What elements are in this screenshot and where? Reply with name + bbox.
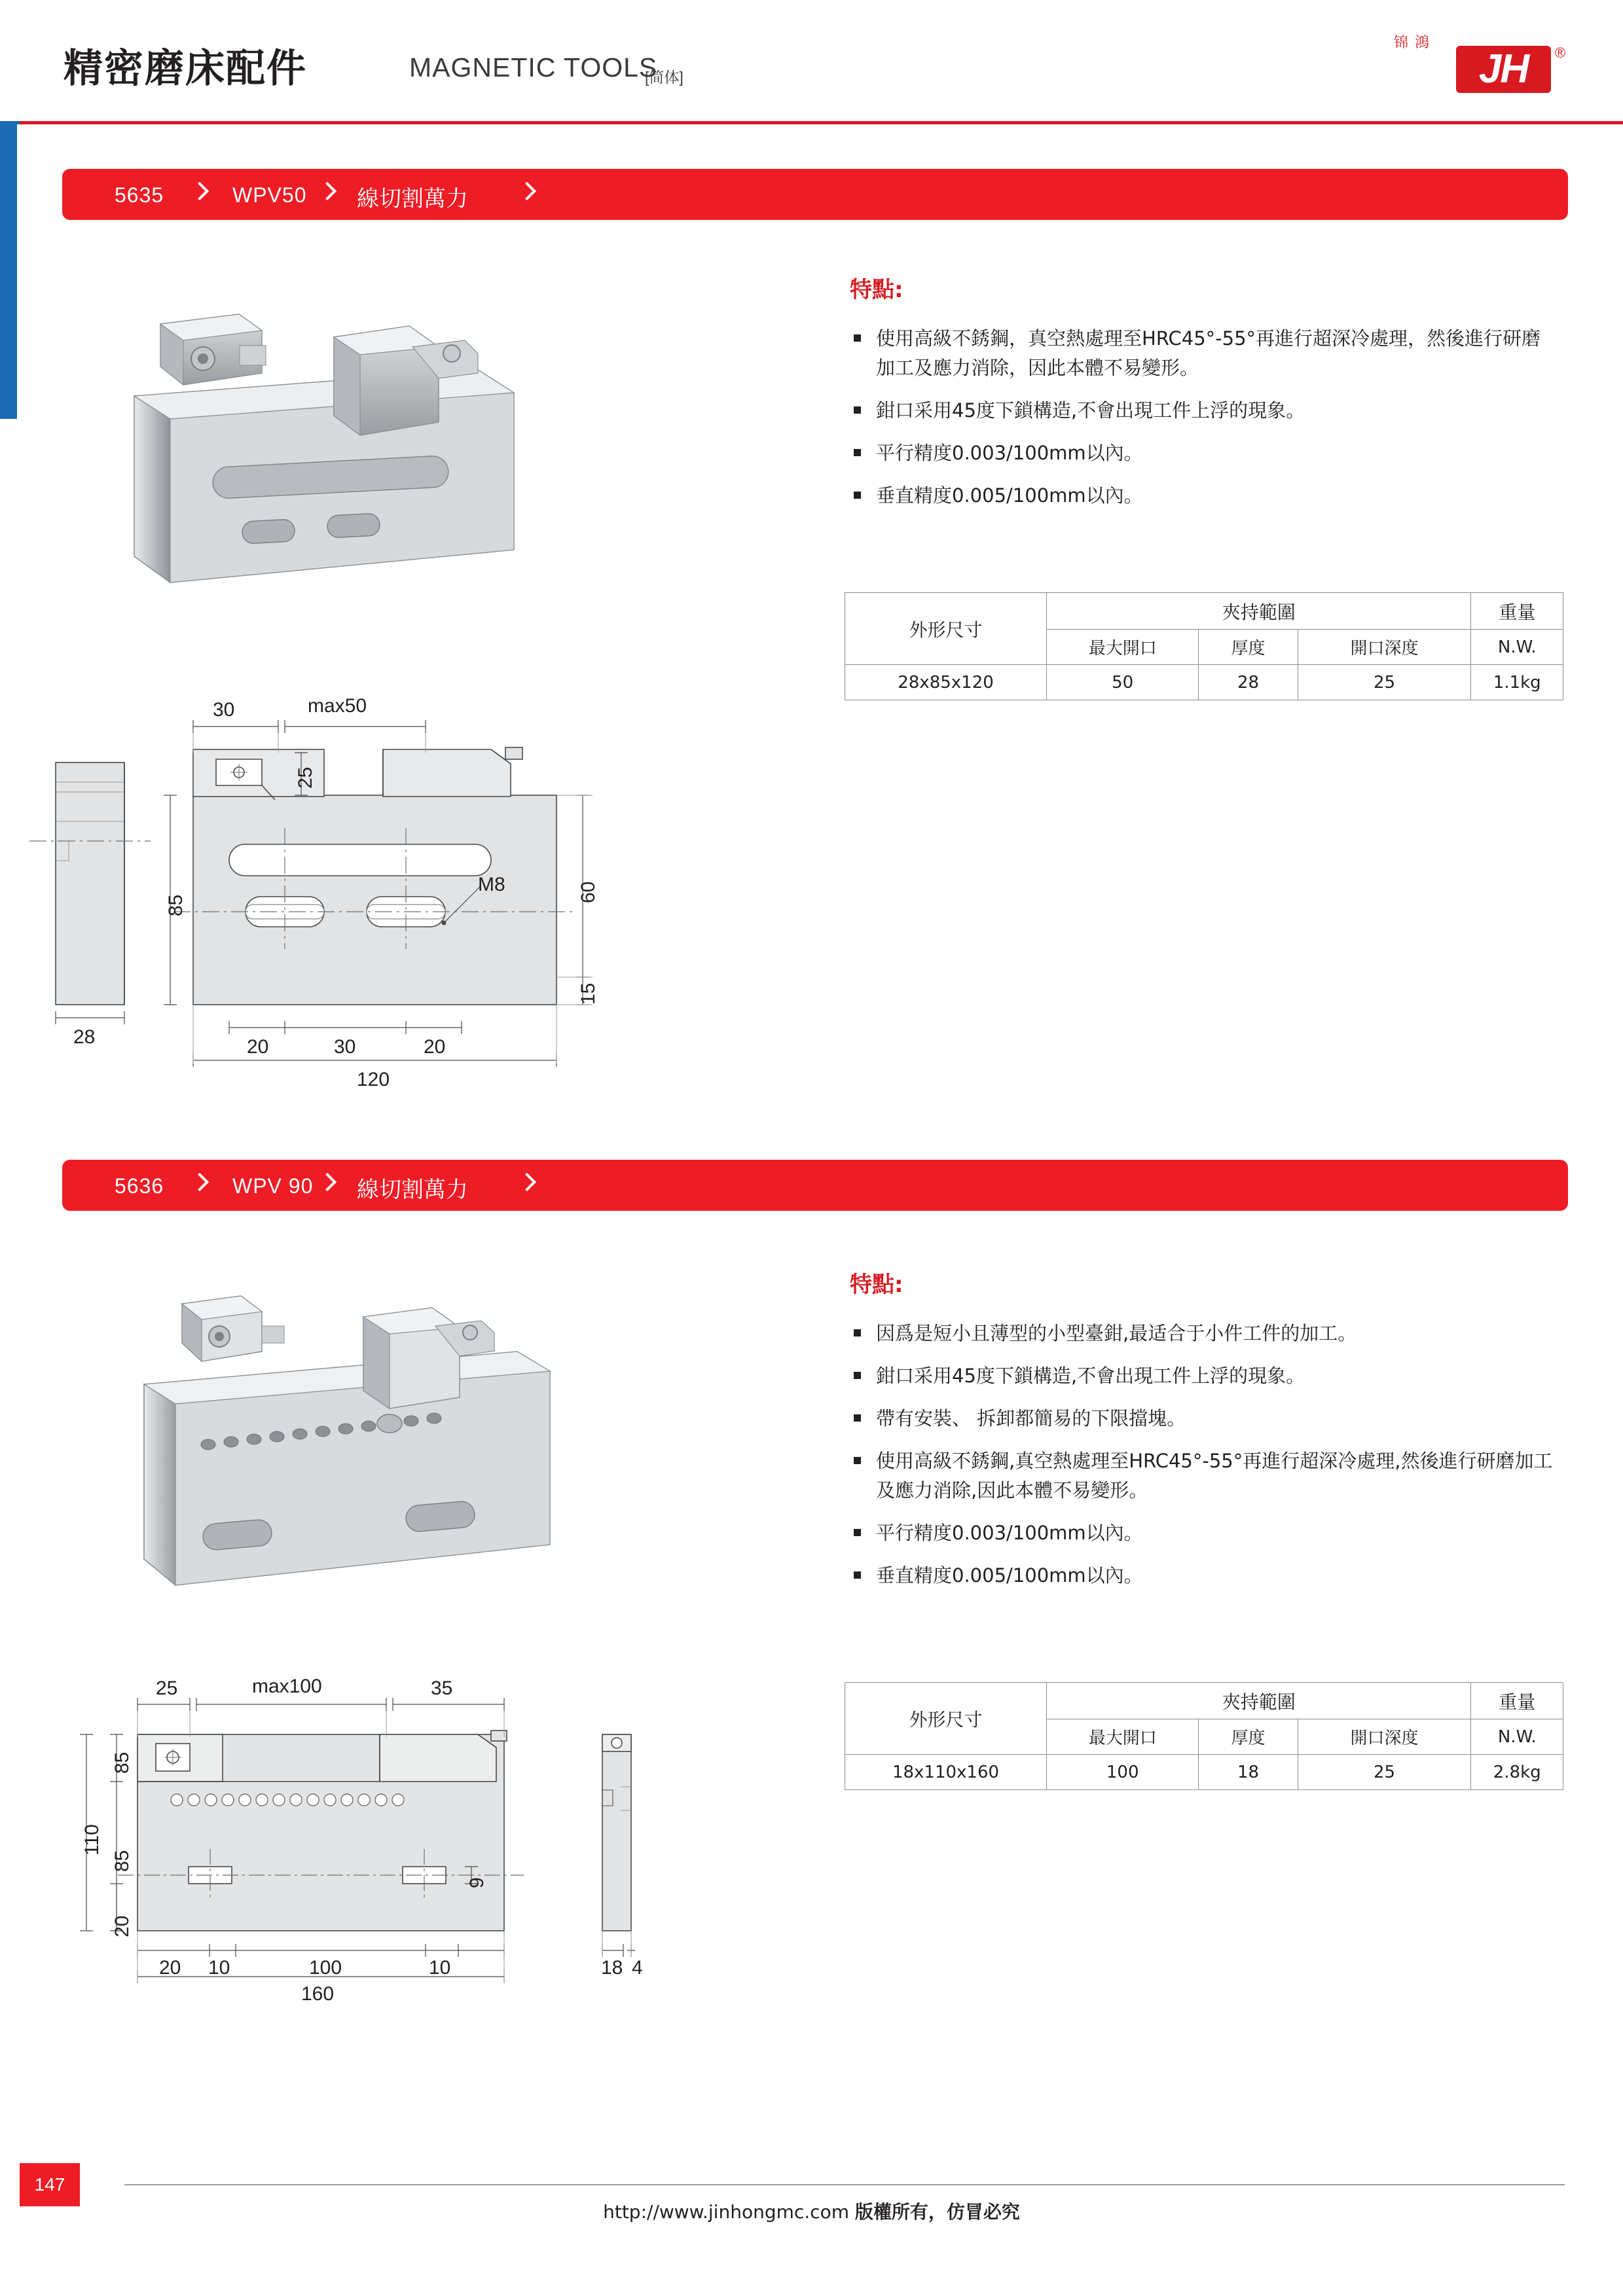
cell-depth: 25 [1298,665,1471,700]
features-title-5635: 特點: [850,277,903,303]
cell-depth: 25 [1298,1755,1471,1790]
page-title-tag: [简体] [645,69,684,86]
section-band-5635 [62,169,1568,220]
th-thickness: 厚度 [1199,630,1298,665]
spec-table-5635 [845,592,1563,700]
header-divider [0,121,1623,124]
features-list-5635 [850,324,1557,524]
feature-item: 垂直精度0.005/100mm以內。 [850,1561,1557,1590]
dim-85a: 85 [111,1751,133,1774]
cell-thick: 18 [1199,1755,1298,1790]
dim-100: 100 [309,1957,342,1979]
dim-max50: max50 [308,695,367,717]
spec-table-5636 [845,1682,1563,1790]
dim-4: 4 [632,1957,643,1979]
th-nw: N.W. [1471,1719,1563,1755]
cell-size: 28x85x120 [845,665,1047,700]
section-code: 5635 [115,183,164,207]
technical-drawing-wpv50 [20,687,687,1113]
features-list-5636 [850,1319,1557,1604]
th-opening-depth: 開口深度 [1298,1719,1471,1755]
page-title-cn: 精密磨床配件 [64,46,307,92]
th-weight: 重量 [1471,1683,1563,1719]
dim-18: 18 [601,1957,623,1979]
dim-20-vert: 20 [111,1915,133,1937]
dim-15: 15 [577,982,599,1005]
section-model: WPV50 [232,183,307,207]
dim-max100: max100 [252,1676,322,1697]
logo-mark: JH [1456,46,1551,93]
dim-60: 60 [577,881,599,903]
product-photo-wpv90 [124,1263,629,1630]
page-header [0,0,1623,128]
footer-divider [124,2184,1565,2185]
dim-30: 30 [213,699,235,721]
section-code: 5636 [115,1174,164,1198]
section-name: 線切割萬力 [357,186,468,212]
dim-160: 160 [301,1983,335,2005]
th-clamp-range: 夾持範圍 [1047,593,1471,630]
th-clamp-range: 夾持範圍 [1047,1683,1471,1719]
registered-trademark-icon: ® [1555,45,1566,61]
dim-28: 28 [73,1026,96,1048]
table-row [845,665,1563,700]
table-row [845,1755,1563,1790]
chevron-right-icon [520,1173,535,1198]
dim-85: 85 [165,894,187,916]
th-opening-depth: 開口深度 [1298,630,1471,665]
th-max-opening: 最大開口 [1047,1719,1199,1755]
feature-item: 帶有安裝、 拆卸都簡易的下限擋塊。 [850,1404,1557,1433]
dim-30b: 30 [334,1036,356,1058]
feature-item: 因爲是短小且薄型的小型臺鉗,最适合于小件工件的加工。 [850,1319,1557,1348]
cell-open: 100 [1047,1755,1199,1790]
th-nw: N.W. [1471,630,1563,665]
dim-10a: 10 [208,1957,230,1979]
section-band-5636 [62,1160,1568,1211]
dim-35: 35 [431,1677,453,1699]
cell-thick: 28 [1199,665,1298,700]
chevron-right-icon [321,182,335,207]
technical-drawing-wpv90 [39,1676,733,2036]
dim-85b: 85 [111,1850,133,1872]
footer-copyright: 版權所有，仿冒必究 [854,2201,1020,2223]
dim-25: 25 [156,1677,178,1699]
feature-item: 使用高級不銹鋼,真空熱處理至HRC45°-55°再進行超深冷處理,然後進行研磨加工及應力消除,因此本體不易變形。 [850,1446,1557,1505]
th-outer-size: 外形尺寸 [845,1683,1047,1755]
feature-item: 鉗口采用45度下鎖構造,不會出現工件上浮的現象。 [850,1361,1557,1391]
feature-item: 平行精度0.003/100mm以內。 [850,1518,1557,1548]
dim-20b: 20 [424,1036,446,1058]
feature-item: 垂直精度0.005/100mm以內。 [850,481,1557,511]
th-outer-size: 外形尺寸 [845,593,1047,665]
dim-10b: 10 [429,1957,451,1979]
cell-nw: 2.8kg [1471,1755,1563,1790]
feature-item: 鉗口采用45度下鎖構造,不會出現工件上浮的現象。 [850,396,1557,425]
page-number: 147 [20,2163,80,2206]
product-photo-wpv50 [111,275,570,589]
dim-9: 9 [466,1877,488,1888]
dim-m8: M8 [478,874,505,895]
logo-chinese-name: 锦鴻 [1394,35,1436,51]
th-max-opening: 最大開口 [1047,630,1199,665]
dim-110: 110 [81,1824,103,1856]
cell-size: 18x110x160 [845,1755,1047,1790]
chevron-right-icon [321,1173,335,1198]
cell-nw: 1.1kg [1471,665,1563,700]
footer-text [0,2198,1623,2224]
cell-open: 50 [1047,665,1199,700]
footer-url[interactable]: http://www.jinhongmc.com [603,2201,855,2223]
th-thickness: 厚度 [1199,1719,1298,1755]
page-title-en: MAGNETIC TOOLS [409,52,658,82]
features-title-5636: 特點: [850,1272,903,1298]
chevron-right-icon [520,182,535,207]
th-weight: 重量 [1471,593,1563,630]
dim-20: 20 [159,1957,181,1979]
chevron-right-icon [193,182,208,207]
section-model: WPV 90 [232,1174,314,1198]
side-accent-bar [0,124,17,419]
chevron-right-icon [193,1173,208,1198]
dim-25: 25 [295,766,316,789]
section-name: 線切割萬力 [357,1177,468,1203]
feature-item: 平行精度0.003/100mm以內。 [850,439,1557,468]
feature-item: 使用高級不銹鋼，真空熱處理至HRC45°-55°再進行超深冷處理，然後進行研磨加工及應力消除，因此本體不易變形。 [850,324,1557,383]
dim-20a: 20 [247,1036,269,1058]
dim-120: 120 [357,1069,390,1090]
brand-logo [1394,31,1564,100]
